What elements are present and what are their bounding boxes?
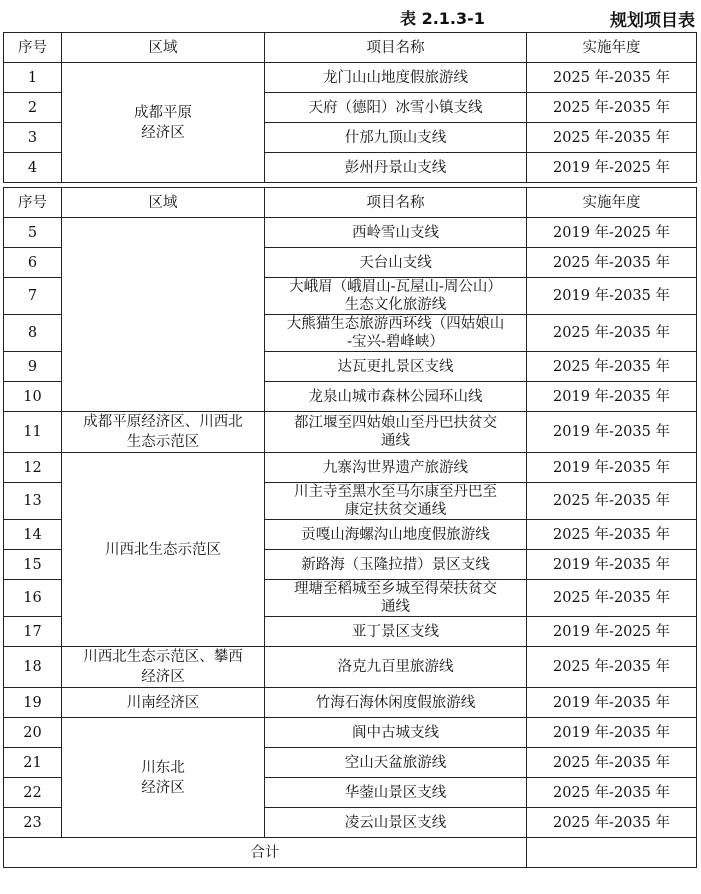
row-no: 5 (4, 218, 62, 248)
row-no: 11 (4, 412, 62, 453)
project-name: 洛克九百里旅游线 (265, 647, 527, 688)
project-name: 华蓥山景区支线 (265, 778, 527, 808)
project-name: 贡嘎山海螺沟山地度假旅游线 (265, 520, 527, 550)
project-name: 理塘至稻城至乡城至得荣扶贫交 通线 (265, 580, 527, 617)
project-name: 凌云山景区支线 (265, 808, 527, 838)
project-name: 都江堰至四姑娘山至丹巴扶贫交 通线 (265, 412, 527, 453)
table-number: 表 2.1.3-1 (400, 9, 485, 28)
row-no: 7 (4, 278, 62, 315)
row-no: 6 (4, 248, 62, 278)
header-project: 项目名称 (265, 33, 527, 63)
project-name: 川主寺至黑水至马尔康至丹巴至 康定扶贫交通线 (265, 483, 527, 520)
project-name: 大峨眉（峨眉山-瓦屋山-周公山） 生态文化旅游线 (265, 278, 527, 315)
years-cell: 2019 年-2035 年 (527, 453, 697, 483)
row-no: 8 (4, 315, 62, 352)
region-cell: 川西北生态示范区、攀西 经济区 (62, 647, 265, 688)
years-cell: 2025 年-2035 年 (527, 315, 697, 352)
years-cell: 2025 年-2035 年 (527, 647, 697, 688)
project-name: 什邡九顶山支线 (265, 123, 527, 153)
row-no: 2 (4, 93, 62, 123)
project-name: 亚丁景区支线 (265, 617, 527, 647)
region-cell: 川西北生态示范区 (62, 453, 265, 647)
region-cell: 川南经济区 (62, 688, 265, 718)
region-cell: 川东北 经济区 (62, 718, 265, 838)
table-row (4, 63, 697, 93)
row-no: 21 (4, 748, 62, 778)
row-no: 20 (4, 718, 62, 748)
region-cell-empty (62, 218, 265, 412)
table-row (4, 218, 697, 248)
project-name: 天台山支线 (265, 248, 527, 278)
project-name: 空山天盆旅游线 (265, 748, 527, 778)
years-cell: 2025 年-2035 年 (527, 352, 697, 382)
years-cell: 2019 年-2035 年 (527, 382, 697, 412)
row-no: 13 (4, 483, 62, 520)
project-name: 龙门山山地度假旅游线 (265, 63, 527, 93)
total-label: 合计 (4, 838, 527, 868)
table-caption (0, 0, 701, 32)
project-name: 西岭雪山支线 (265, 218, 527, 248)
header-years: 实施年度 (527, 33, 697, 63)
years-cell: 2025 年-2035 年 (527, 580, 697, 617)
table-header-row (4, 33, 697, 63)
header-no: 序号 (4, 33, 62, 63)
header-region: 区域 (62, 188, 265, 218)
row-no: 3 (4, 123, 62, 153)
row-no: 4 (4, 153, 62, 183)
years-cell: 2019 年-2035 年 (527, 278, 697, 315)
years-cell: 2025 年-2035 年 (527, 248, 697, 278)
table-row (4, 453, 697, 483)
years-cell: 2019 年-2035 年 (527, 688, 697, 718)
row-no: 1 (4, 63, 62, 93)
row-no: 9 (4, 352, 62, 382)
region-cell: 成都平原 经济区 (62, 63, 265, 183)
table-header-row (4, 188, 697, 218)
years-cell: 2019 年-2035 年 (527, 718, 697, 748)
header-project: 项目名称 (265, 188, 527, 218)
header-years: 实施年度 (527, 188, 697, 218)
years-cell: 2025 年-2035 年 (527, 93, 697, 123)
years-cell: 2025 年-2035 年 (527, 63, 697, 93)
row-no: 12 (4, 453, 62, 483)
header-no: 序号 (4, 188, 62, 218)
project-name: 达瓦更扎景区支线 (265, 352, 527, 382)
years-cell: 2025 年-2035 年 (527, 748, 697, 778)
row-no: 16 (4, 580, 62, 617)
total-value (527, 838, 697, 868)
years-cell: 2025 年-2035 年 (527, 808, 697, 838)
region-cell: 成都平原经济区、川西北 生态示范区 (62, 412, 265, 453)
project-name: 大熊猫生态旅游西环线（四姑娘山 -宝兴-碧峰峡） (265, 315, 527, 352)
row-no: 15 (4, 550, 62, 580)
header-region: 区域 (62, 33, 265, 63)
years-cell: 2025 年-2035 年 (527, 483, 697, 520)
row-no: 22 (4, 778, 62, 808)
years-cell: 2019 年-2025 年 (527, 617, 697, 647)
project-name: 阆中古城支线 (265, 718, 527, 748)
project-name: 九寨沟世界遗产旅游线 (265, 453, 527, 483)
table-row (4, 412, 697, 453)
row-no: 17 (4, 617, 62, 647)
years-cell: 2019 年-2035 年 (527, 412, 697, 453)
project-name: 彭州丹景山支线 (265, 153, 527, 183)
project-name: 新路海（玉隆拉措）景区支线 (265, 550, 527, 580)
table-title: 规划项目表 (610, 11, 695, 31)
total-row (4, 838, 697, 868)
planning-projects-table (3, 32, 697, 868)
row-no: 10 (4, 382, 62, 412)
row-no: 18 (4, 647, 62, 688)
table-row (4, 688, 697, 718)
row-no: 14 (4, 520, 62, 550)
table-row (4, 718, 697, 748)
years-cell: 2025 年-2035 年 (527, 520, 697, 550)
years-cell: 2025 年-2035 年 (527, 123, 697, 153)
row-no: 23 (4, 808, 62, 838)
years-cell: 2019 年-2025 年 (527, 218, 697, 248)
years-cell: 2019 年-2025 年 (527, 153, 697, 183)
table-row (4, 647, 697, 688)
project-name: 天府（德阳）冰雪小镇支线 (265, 93, 527, 123)
project-name: 竹海石海休闲度假旅游线 (265, 688, 527, 718)
years-cell: 2025 年-2035 年 (527, 778, 697, 808)
years-cell: 2019 年-2035 年 (527, 550, 697, 580)
project-name: 龙泉山城市森林公园环山线 (265, 382, 527, 412)
row-no: 19 (4, 688, 62, 718)
